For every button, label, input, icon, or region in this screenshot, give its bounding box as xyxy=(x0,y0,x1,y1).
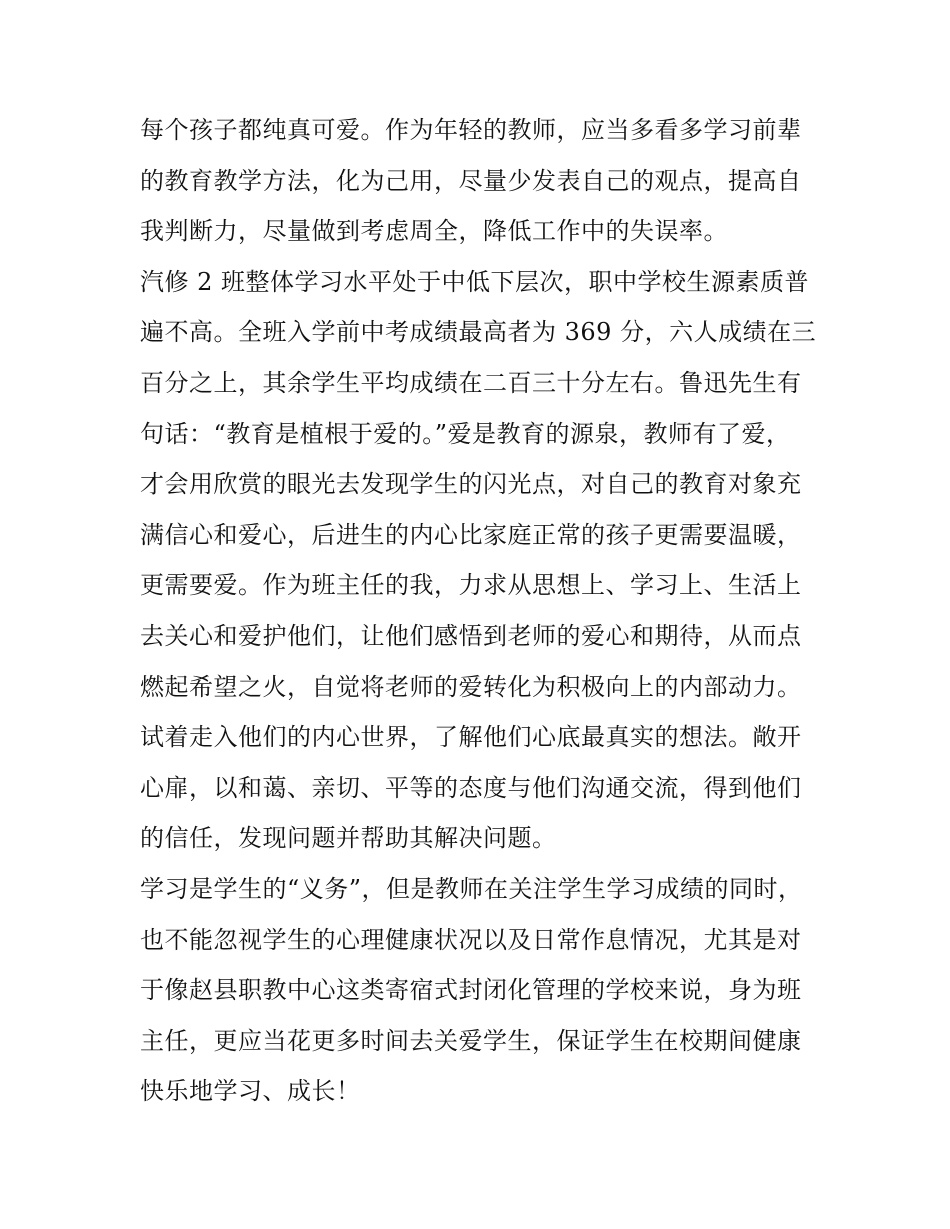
text-line: 我判断力，尽量做到考虑周全，降低工作中的失误率。 xyxy=(140,217,728,246)
text-line: 句话：“教育是植根于爱的。”爱是教育的源泉，教师有了爱， xyxy=(140,419,791,448)
text-line: 心扉，以和蔼、亲切、平等的态度与他们沟通交流，得到他们 xyxy=(140,773,802,802)
text-line: 于像赵县职教中心这类寄宿式封闭化管理的学校来说，身为班 xyxy=(140,976,802,1005)
paragraph-1 xyxy=(140,105,810,257)
text-line: 百分之上，其余学生平均成绩在二百三十分左右。鲁迅先生有 xyxy=(140,368,802,397)
text-line: 燃起希望之火，自觉将老师的爱转化为积极向上的内部动力。 xyxy=(140,672,802,701)
text-line: 更需要爱。作为班主任的我，力求从思想上、学习上、生活上 xyxy=(140,571,802,600)
text-line: 才会用欣赏的眼光去发现学生的闪光点，对自己的教育对象充 xyxy=(140,470,802,499)
text-line: 满信心和爱心，后进生的内心比家庭正常的孩子更需要温暖， xyxy=(140,520,802,549)
text-line: 试着走入他们的内心世界，了解他们心底最真实的想法。敞开 xyxy=(140,723,802,752)
text-line: 主任，更应当花更多时间去关爱学生，保证学生在校期间健康 xyxy=(140,1026,802,1055)
text-line: 去关心和爱护他们，让他们感悟到老师的爱心和期待，从而点 xyxy=(140,621,802,650)
text-line: 的教育教学方法，化为己用，尽量少发表自己的观点，提高自 xyxy=(140,166,802,195)
text-line: 每个孩子都纯真可爱。作为年轻的教师，应当多看多学习前辈 xyxy=(140,116,802,144)
document-body xyxy=(140,105,817,1117)
text-line: 快乐地学习、成长！ xyxy=(140,1077,361,1106)
paragraph-3 xyxy=(140,864,810,1117)
text-line: 的信任，发现问题并帮助其解决问题。 xyxy=(140,824,557,853)
text-line: 汽修 2 班整体学习水平处于中低下层次，职中学校生源素质普 xyxy=(140,267,810,296)
text-line: 学习是学生的“义务”，但是教师在关注学生学习成绩的同时， xyxy=(140,874,803,903)
text-line: 也不能忽视学生的心理健康状况以及日常作息情况，尤其是对 xyxy=(140,925,802,954)
text-line: 遍不高。全班入学前中考成绩最高者为 369 分，六人成绩在三 xyxy=(140,318,817,347)
paragraph-2 xyxy=(140,257,817,864)
